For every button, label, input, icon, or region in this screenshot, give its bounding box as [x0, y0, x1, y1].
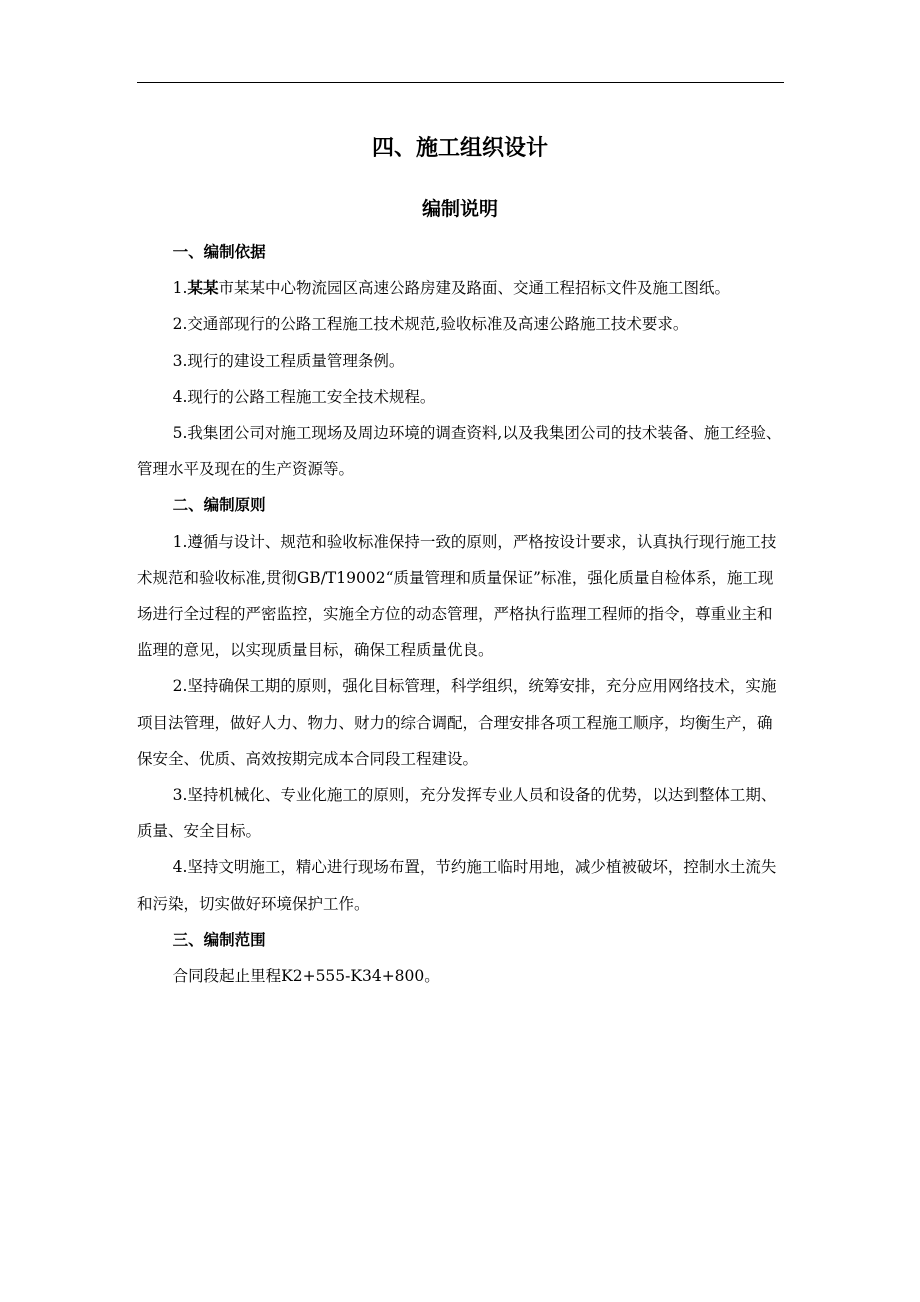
paragraph: 3.坚持机械化、专业化施工的原则，充分发挥专业人员和设备的优势，以达到整体工期、质量、安全目标。 — [137, 786, 777, 841]
section-heading-basis: 一、编制依据 — [172, 242, 266, 261]
document-body — [137, 234, 785, 994]
paragraph: 4.现行的公路工程施工安全技术规程。 — [172, 387, 436, 406]
paragraph: 合同段起止里程K2+555-K34+800。 — [172, 967, 440, 986]
section-heading-scope: 三、编制范围 — [172, 929, 266, 949]
paragraph: 4.坚持文明施工，精心进行现场布置，节约施工临时用地，减少植被破坏，控制水土流失和污染，切实做好环境保护工作。 — [137, 858, 777, 913]
section-heading-principles: 二、编制原则 — [172, 495, 266, 515]
paragraph-text: 市某某中心物流园区高速公路房建及路面、交通工程招标文件及施工图纸。 — [218, 279, 730, 298]
paragraph: 1.遵循与设计、规范和验收标准保持一致的原则，严格按设计要求，认真执行现行施工技术规范和验收标准,贯彻GB/T19002“质量管理和质量保证”标准，强化质量自检体系，施工现场进行全过程的严密监控，实施全方位的动态管理，严格执行监理工程师的指令，尊重业主和监理的意见，以实现质量目标，确保工程质量优良。 — [137, 532, 777, 660]
header-rule — [137, 82, 784, 83]
paragraph: 2.交通部现行的公路工程施工技术规范,验收标准及高速公路施工技术要求。 — [172, 315, 689, 334]
paragraph: 3.现行的建设工程质量管理条例。 — [172, 351, 405, 370]
document-title: 四、施工组织设计 — [371, 135, 548, 161]
document-subtitle: 编制说明 — [421, 198, 498, 220]
paragraph — [137, 270, 785, 306]
paragraph-number: 1. — [172, 279, 188, 298]
paragraph: 5.我集团公司对施工现场及周边环境的调查资料,以及我集团公司的技术装备、施工经验、管理水平及现在的生产资源等。 — [137, 424, 782, 479]
bold-text: 某某 — [187, 278, 219, 298]
paragraph: 2.坚持确保工期的原则，强化目标管理，科学组织，统筹安排，充分应用网络技术，实施项目法管理，做好人力、物力、财力的综合调配，合理安排各项工程施工顺序，均衡生产，确保安全、优质、高效按期完成本合同段工程建设。 — [137, 677, 777, 768]
